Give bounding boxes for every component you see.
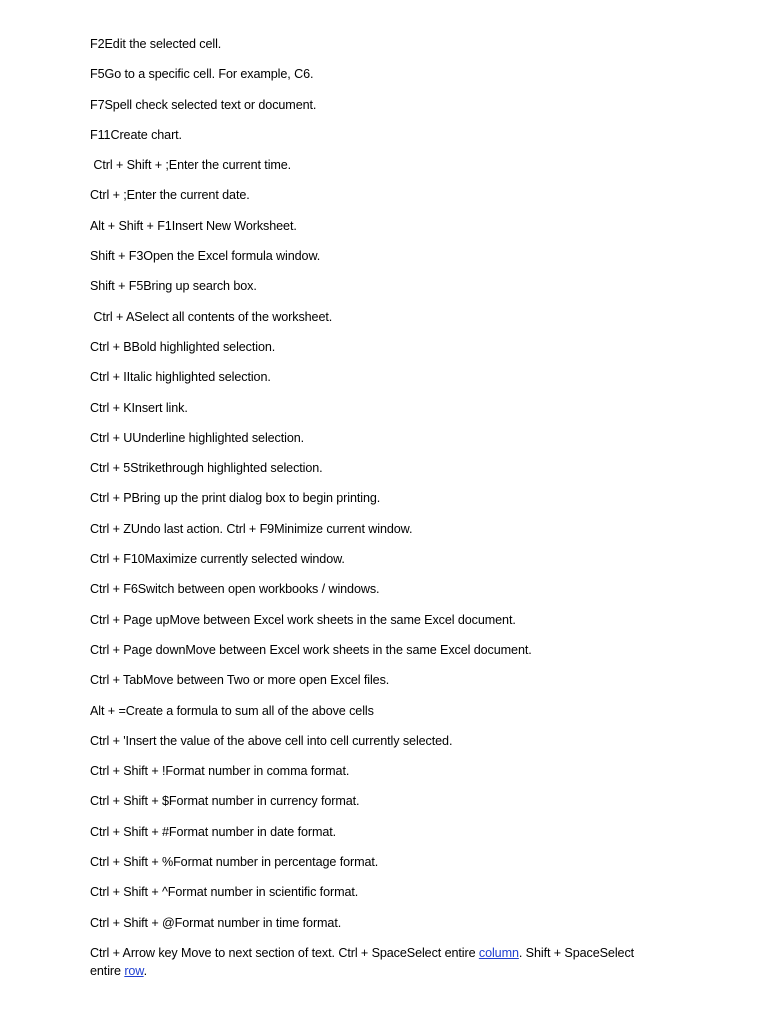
shortcut-line-ctrl-shift-percent: Ctrl + Shift + %Format number in percentage format. (90, 855, 379, 870)
shortcut-line-ctrl-shift-caret: Ctrl + Shift + ^Format number in scientific format. (90, 885, 359, 900)
shortcut-line-ctrl-k: Ctrl + KInsert link. (90, 400, 188, 415)
shortcut-line-ctrl-z: Ctrl + ZUndo last action. Ctrl + F9Minimize current window. (90, 521, 413, 536)
document-page (90, 35, 690, 980)
shortcut-line-ctrl-semicolon: Ctrl + ;Enter the current date. (90, 188, 250, 203)
shortcut-line-ctrl-u: Ctrl + UUnderline highlighted selection. (90, 430, 305, 445)
shortcut-line-alt-shift-f1: Alt + Shift + F1Insert New Worksheet. (90, 218, 297, 233)
shortcut-line-ctrl-shift-hash: Ctrl + Shift + #Format number in date format. (90, 824, 337, 839)
shortcut-line-ctrl-shift-dollar: Ctrl + Shift + $Format number in currency format. (90, 794, 360, 809)
line-text-part-3: . (143, 963, 148, 978)
shortcut-line-f2: F2Edit the selected cell. (90, 37, 222, 51)
shortcut-line-f7: F7Spell check selected text or document. (90, 97, 317, 112)
shortcut-line-ctrl-shift-at: Ctrl + Shift + @Format number in time format. (90, 915, 342, 930)
shortcut-line-ctrl-p: Ctrl + PBring up the print dialog box to begin printing. (90, 491, 381, 506)
shortcut-line-ctrl-page-up: Ctrl + Page upMove between Excel work sheets in the same Excel document. (90, 612, 516, 627)
line-text-part-2: . Shift + SpaceSelect entire (90, 945, 635, 978)
shortcut-line-alt-equals: Alt + =Create a formula to sum all of the above cells (90, 703, 374, 718)
row-link[interactable]: row (124, 963, 144, 978)
shortcut-line-ctrl-shift-semicolon: Ctrl + Shift + ;Enter the current time. (90, 158, 292, 173)
shortcut-line-ctrl-apostrophe: Ctrl + 'Insert the value of the above cell into cell currently selected. (90, 733, 453, 748)
column-link[interactable]: column (478, 945, 519, 960)
shortcut-line-ctrl-b: Ctrl + BBold highlighted selection. (90, 339, 276, 354)
shortcut-line-ctrl-a: Ctrl + ASelect all contents of the worksheet. (90, 309, 333, 324)
shortcut-line-f11: F11Create chart. (90, 127, 182, 142)
shortcut-line-ctrl-tab: Ctrl + TabMove between Two or more open Excel files. (90, 673, 390, 688)
shortcut-line-shift-f5: Shift + F5Bring up search box. (90, 279, 257, 294)
shortcut-line-ctrl-page-down: Ctrl + Page downMove between Excel work sheets in the same Excel document. (90, 642, 532, 657)
shortcut-line-ctrl-i: Ctrl + IItalic highlighted selection. (90, 370, 271, 385)
shortcut-line-ctrl-f6: Ctrl + F6Switch between open workbooks / windows. (90, 582, 380, 597)
shortcut-line-shift-f3: Shift + F3Open the Excel formula window. (90, 249, 321, 264)
shortcut-line-ctrl-f10: Ctrl + F10Maximize currently selected window. (90, 552, 345, 567)
shortcut-line-ctrl-arrow (90, 944, 650, 980)
shortcut-line-ctrl-shift-exclamation: Ctrl + Shift + !Format number in comma format. (90, 764, 350, 779)
shortcut-line-ctrl-5: Ctrl + 5Strikethrough highlighted selection. (90, 461, 323, 476)
shortcut-line-f5: F5Go to a specific cell. For example, C6. (90, 67, 314, 82)
line-text-part-1: Ctrl + Arrow key Move to next section of text. Ctrl + SpaceSelect entire (90, 945, 479, 960)
